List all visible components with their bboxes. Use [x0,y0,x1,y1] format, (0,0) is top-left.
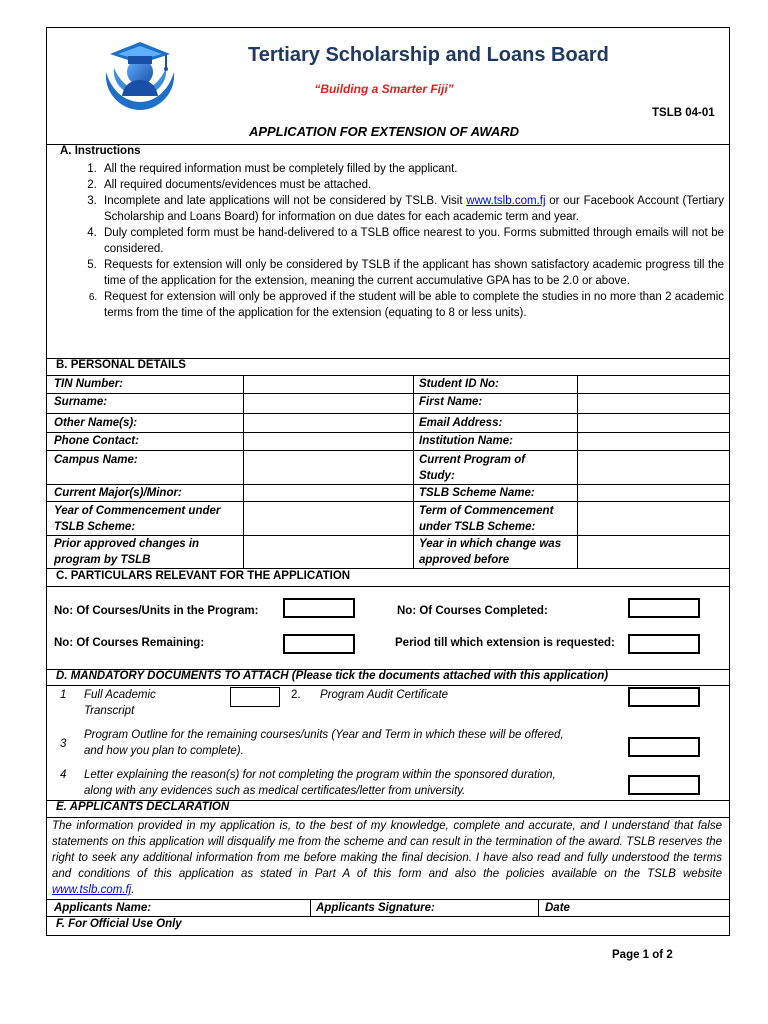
instruction-item: 2. All required documents/evidences must be attached. [100,177,724,193]
instructions-list [52,145,724,321]
tslb-logo-icon [100,38,180,112]
divider [46,568,730,569]
document-number: 4 [60,769,67,781]
column-divider [243,375,244,568]
section-a-title: A. Instructions [60,145,141,157]
prior-changes-label: Prior approved changes in program by TSLB [54,538,200,566]
other-names-label: Other Name(s): [54,417,138,429]
section-f-title: F. For Official Use Only [56,918,182,930]
current-major-label: Current Major(s)/Minor: [54,487,182,499]
scheme-name-label: TSLB Scheme Name: [419,487,535,499]
program-outline-checkbox[interactable] [628,737,700,757]
document-number: 2. [291,689,301,701]
student-id-label: Student ID No: [419,378,499,390]
date-label: Date [545,902,570,914]
slogan: “Building a Smarter Fiji” [314,82,454,96]
courses-remaining-input[interactable] [283,634,355,654]
campus-name-label: Campus Name: [54,454,138,466]
courses-completed-input[interactable] [628,598,700,618]
document-label-transcript: Full Academic Transcript [84,689,156,717]
declaration-text [52,818,722,898]
instruction-item: 5. Requests for extension will only be considered by TSLB if the applicant has shown satisfactory academic progress till the time of the application for the extension, meaning the current accumulative GPA has to be 2.0 or above. [100,257,724,289]
instruction-text: or our Facebook Account (Tertiary Scholarship and Loans Board) for information on due dates for each academic term and year. [104,195,725,223]
section-b-title: B. PERSONAL DETAILS [56,359,186,371]
document-label-program-outline: Program Outline for the remaining courses/units (Year and Term in which these will be offered, and how you plan to complete). [84,729,564,757]
instruction-item: 1. All the required information must be completely filled by the applicant. [100,161,724,177]
section-d-title: D. MANDATORY DOCUMENTS TO ATTACH (Please tick the documents attached with this application) [56,670,609,682]
applicants-signature-label: Applicants Signature: [316,902,435,914]
email-address-label: Email Address: [419,417,503,429]
first-name-label: First Name: [419,396,483,408]
courses-in-program-input[interactable] [283,598,355,618]
document-label-letter: Letter explaining the reason(s) for not completing the program within the sponsored duration, along with any evidences such as medical certificates/letter from university. [84,769,556,797]
declaration-body: The information provided in my application is, to the best of my knowledge, complete and accurate, and I understand that false statements on this application will disqualify me from the scheme and can result in the termination of the award. TSLB reserves the right to seek any additional information from me before making the final decision. I have also read and fully understood the terms and conditions of this application as stated in Part A of this form and also the policies available on the TSLB website [52,820,722,880]
audit-certificate-checkbox[interactable] [628,687,700,707]
section-e-title: E. APPLICANTS DECLARATION [56,801,230,813]
column-divider [538,899,539,916]
courses-completed-label: No: Of Courses Completed: [397,605,548,617]
tslb-website-link[interactable]: www.tslb.com.fj [466,195,546,207]
applicants-name-label: Applicants Name: [54,902,152,914]
instruction-item [100,193,724,225]
extension-period-label: Period till which extension is requested: [395,637,615,649]
divider [46,501,730,502]
column-divider [413,375,414,568]
document-number: 1 [60,689,67,701]
tslb-website-link[interactable]: www.tslb.com.fj [52,884,132,896]
instruction-item: 6. Request for extension will only be approved if the student will be able to complete the studies in no more than 2 academic terms from the time of the application for the extension (equating to 8 or less units). [100,289,724,321]
courses-in-program-label: No: Of Courses/Units in the Program: [54,605,259,617]
institution-name-label: Institution Name: [419,435,513,447]
document-number: 3 [60,738,67,750]
divider [46,450,730,451]
column-divider [577,375,578,568]
divider [46,916,730,917]
page-number: Page 1 of 2 [612,949,673,961]
declaration-end: . [131,884,135,896]
tin-number-label: TIN Number: [54,378,123,390]
extension-period-input[interactable] [628,634,700,654]
column-divider [310,899,311,916]
divider [46,586,730,587]
year-commencement-label: Year of Commencement under TSLB Scheme: [54,505,221,533]
organization-title: Tertiary Scholarship and Loans Board [248,44,609,66]
form-number: TSLB 04-01 [652,107,715,119]
phone-contact-label: Phone Contact: [54,435,139,447]
section-c-title: C. PARTICULARS RELEVANT FOR THE APPLICATION [56,570,351,582]
surname-label: Surname: [54,396,108,408]
transcript-checkbox[interactable] [230,687,280,707]
instruction-text: Incomplete and late applications will not be considered by TSLB. Visit [104,195,467,207]
divider [46,685,730,686]
courses-remaining-label: No: Of Courses Remaining: [54,637,205,649]
form-title: APPLICATION FOR EXTENSION OF AWARD [248,124,520,139]
letter-checkbox[interactable] [628,775,700,795]
term-commencement-label: Term of Commencement under TSLB Scheme: [419,505,554,533]
year-change-label: Year in which change was approved before [419,538,562,566]
instruction-item: 4. Duly completed form must be hand-delivered to a TSLB office nearest to you. Forms submitted through emails will not be considered. [100,225,724,257]
document-label-audit: Program Audit Certificate [320,689,449,701]
divider [46,413,730,414]
current-program-label: Current Program of Study: [419,454,526,482]
